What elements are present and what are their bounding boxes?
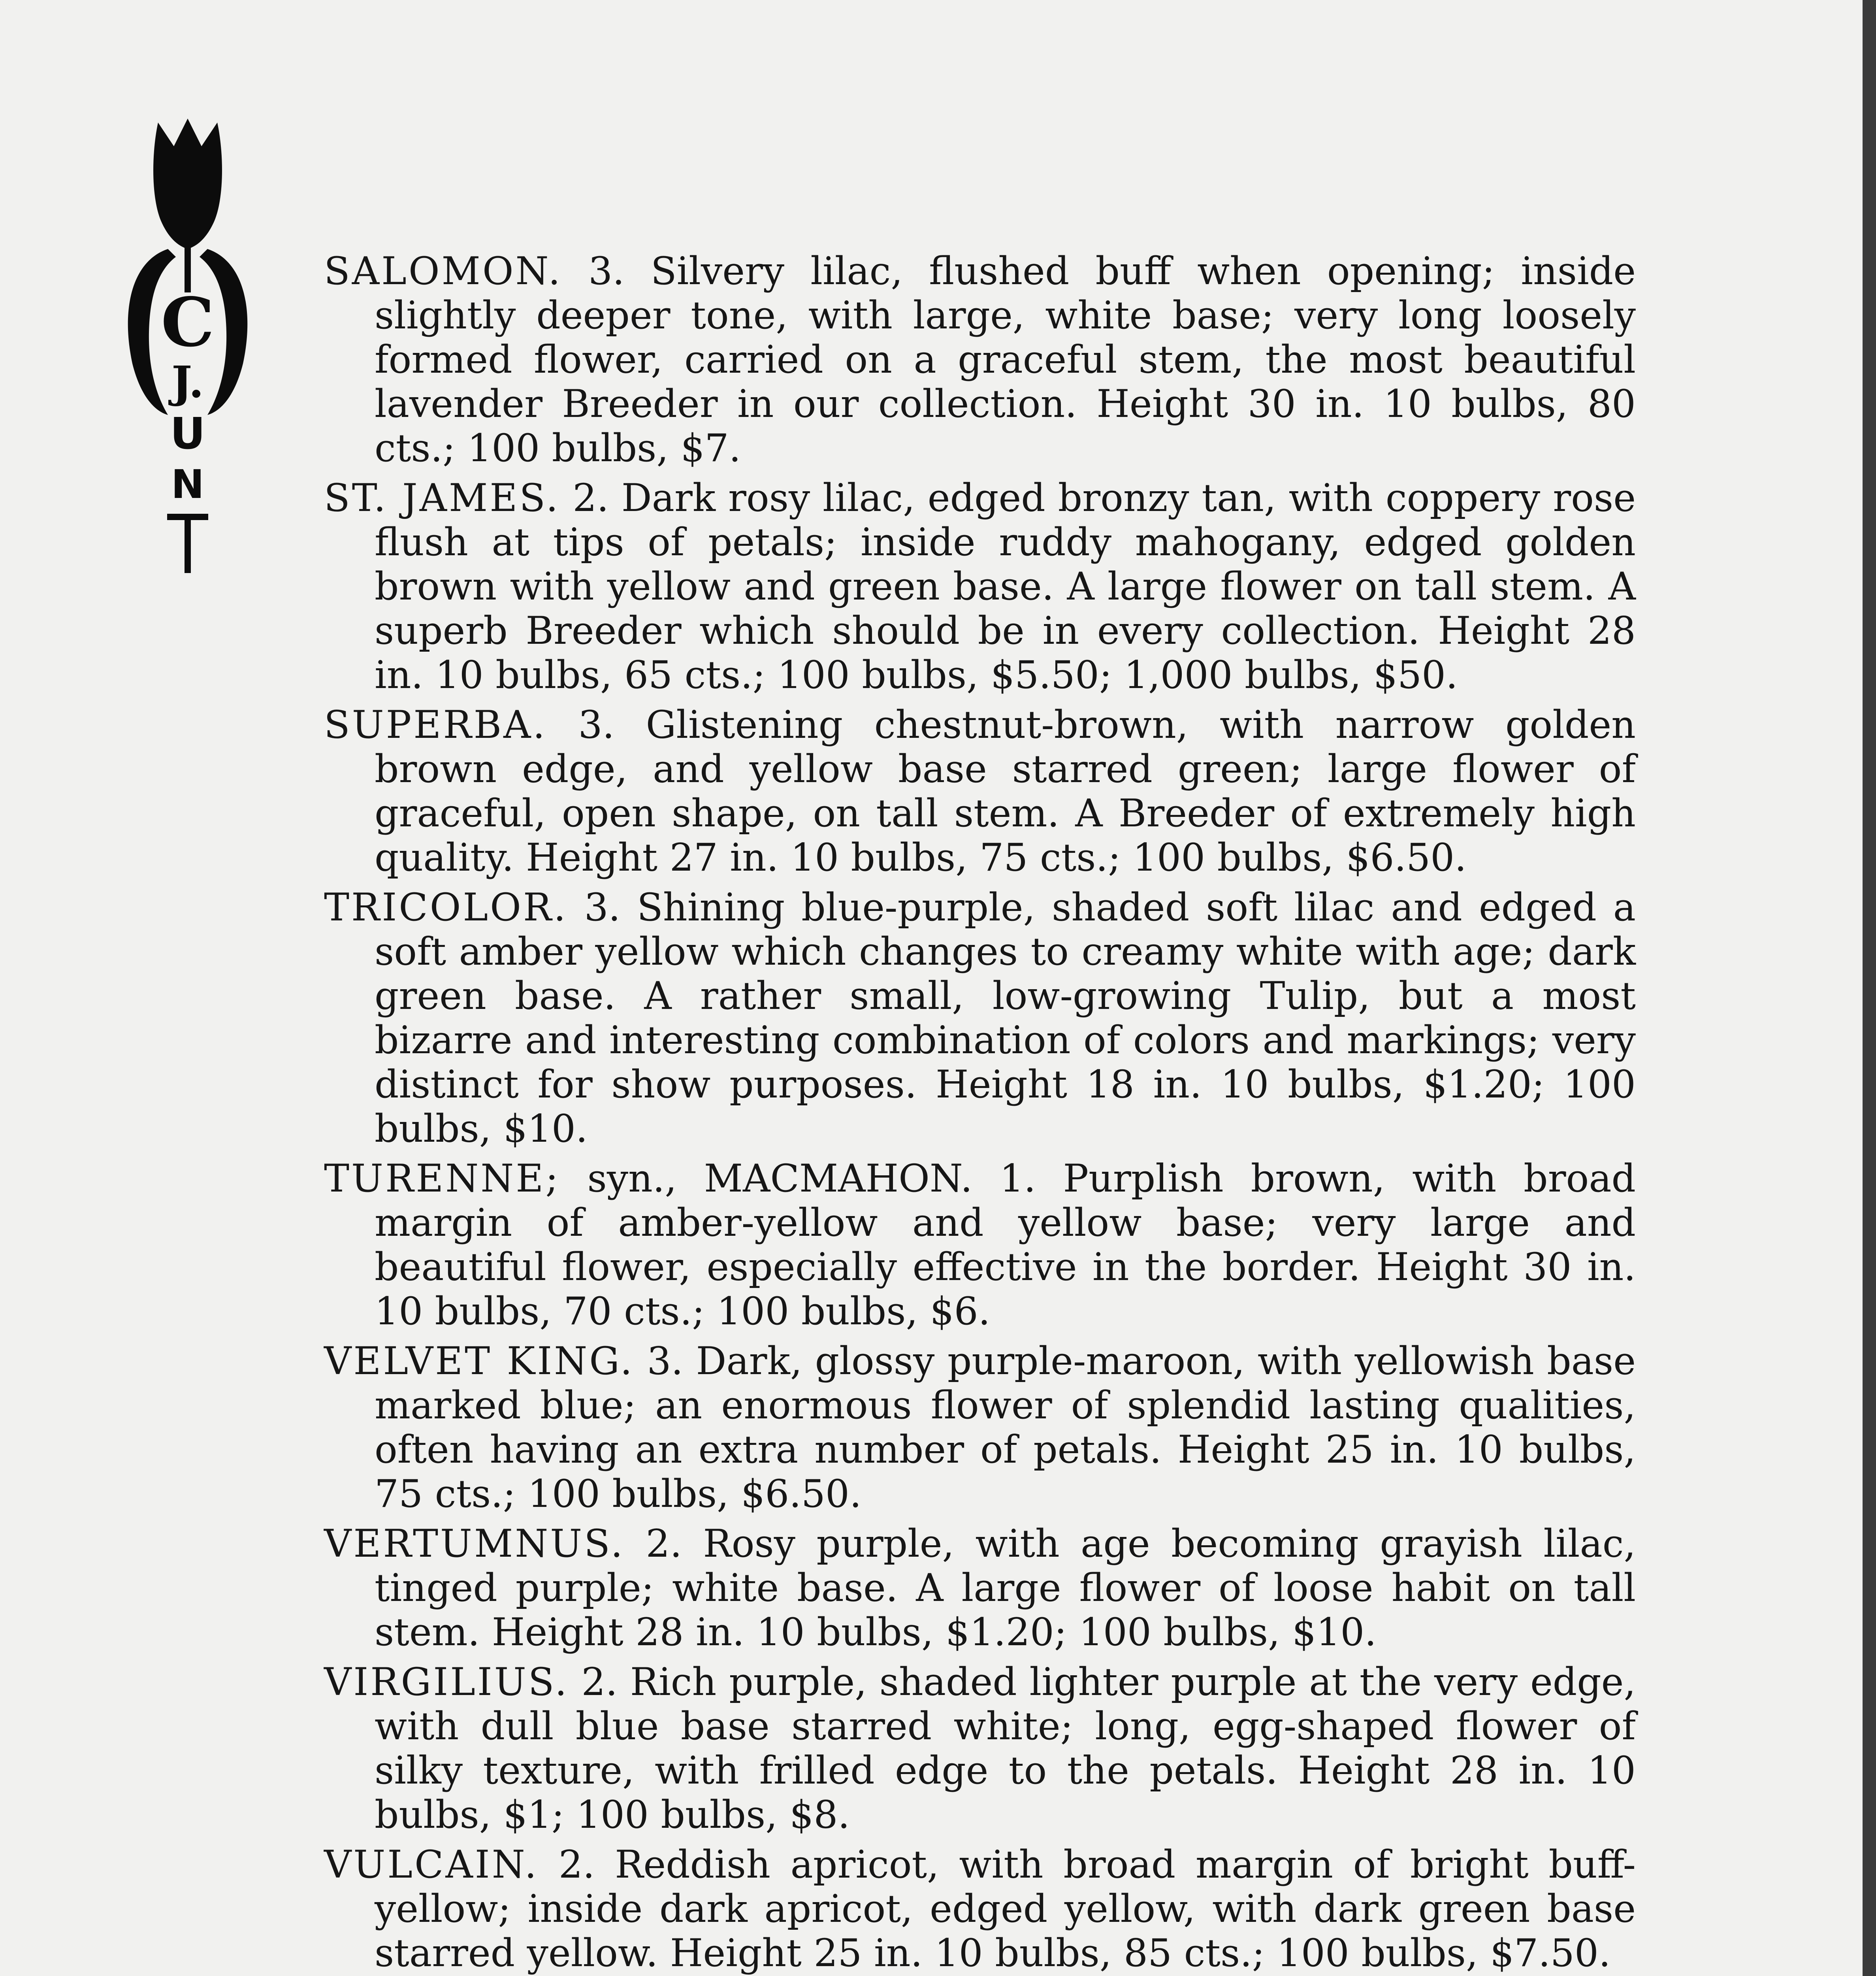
entry-vulcain — [324, 1842, 1636, 1975]
entry-description: syn., MACMAHON. 1. Purplish brown, with broad margin of amber-yellow and yellow base; very large and beautiful flower, especially effective in the border. Height 30 in. 10 bulbs, 70 cts.; 100 bulbs, $6. — [375, 1156, 1636, 1333]
page-edge-shadow — [1863, 0, 1876, 1976]
entry-salomon — [324, 249, 1636, 470]
svg-text:C: C — [161, 283, 215, 362]
entry-description: 3. Glistening chestnut-brown, with narrow golden brown edge, and yellow base starred green; large flower of graceful, open shape, on tall stem. A Breeder of extremely high quality. Height 27 in. 10 bulbs, 75 cts.; 100 bulbs, $6.50. — [375, 703, 1636, 880]
entry-st-james — [324, 476, 1636, 697]
svg-text:J.: J. — [171, 356, 204, 407]
entry-tricolor — [324, 885, 1636, 1151]
tulip-entry-list — [324, 249, 1636, 1976]
entry-name: VULCAIN. — [324, 1842, 539, 1887]
entry-description: 3. Silvery lilac, flushed buff when opening; inside slightly deeper tone, with large, white base; very long loosely formed flower, carried on a graceful stem, the most beautiful lavender Breeder in our collection. Height 30 in. 10 bulbs, 80 cts.; 100 bulbs, $7. — [375, 249, 1636, 470]
entry-turenne — [324, 1156, 1636, 1333]
svg-text:N: N — [171, 461, 204, 507]
entry-name: VIRGILIUS. — [324, 1660, 569, 1704]
tulip-monogram-icon — [121, 119, 255, 577]
entry-velvet-king — [324, 1339, 1636, 1516]
entry-description: 2. Rich purple, shaded lighter purple at the very edge, with dull blue base starred white; long, egg-shaped flower of silky texture, with frilled edge to the petals. Height 28 in. 10 bulbs, $1; 100 bulbs, $8. — [375, 1660, 1636, 1837]
entry-name: SALOMON. — [324, 249, 562, 293]
entry-name: TRICOLOR. — [324, 885, 568, 930]
entry-superba — [324, 703, 1636, 880]
entry-name: TURENNE; — [324, 1156, 560, 1201]
entry-description: 3. Dark, glossy purple-maroon, with yellowish base marked blue; an enormous flower of splendid lasting qualities, often having an extra number of petals. Height 25 in. 10 bulbs, 75 cts.; 100 bulbs, $6.50. — [375, 1339, 1636, 1516]
entry-name: SUPERBA. — [324, 703, 547, 747]
entry-description: 2. Dark rosy lilac, edged bronzy tan, with coppery rose flush at tips of petals; inside ruddy mahogany, edged golden brown with yellow and green base. A large flower on tall stem. A superb Breeder which should be in every collection. Height 28 in. 10 bulbs, 65 cts.; 100 bulbs, $5.50; 1,000 bulbs, $50. — [375, 476, 1636, 697]
svg-text:U: U — [170, 408, 205, 459]
entry-description: 3. Shining blue-purple, shaded soft lilac and edged a soft amber yellow which changes to creamy white with age; dark green base. A rather small, low-growing Tulip, but a most bizarre and interesting combination of colors and markings; very distinct for show purposes. Height 18 in. 10 bulbs, $1.20; 100 bulbs, $10. — [375, 885, 1636, 1151]
entry-name: ST. JAMES. — [324, 476, 560, 520]
entry-virgilius — [324, 1660, 1636, 1837]
entry-description: 2. Rosy purple, with age becoming grayish lilac, tinged purple; white base. A large flower of loose habit on tall stem. Height 28 in. 10 bulbs, $1.20; 100 bulbs, $10. — [375, 1522, 1636, 1654]
entry-description: 2. Reddish apricot, with broad margin of bright buff-yellow; inside dark apricot, edged yellow, with dark green base starred yellow. Height 25 in. 10 bulbs, 85 cts.; 100 bulbs, $7.50. — [375, 1842, 1636, 1975]
entry-name: VELVET KING. — [324, 1339, 635, 1383]
entry-name: VERTUMNUS. — [324, 1522, 625, 1566]
entry-vertumnus — [324, 1522, 1636, 1654]
